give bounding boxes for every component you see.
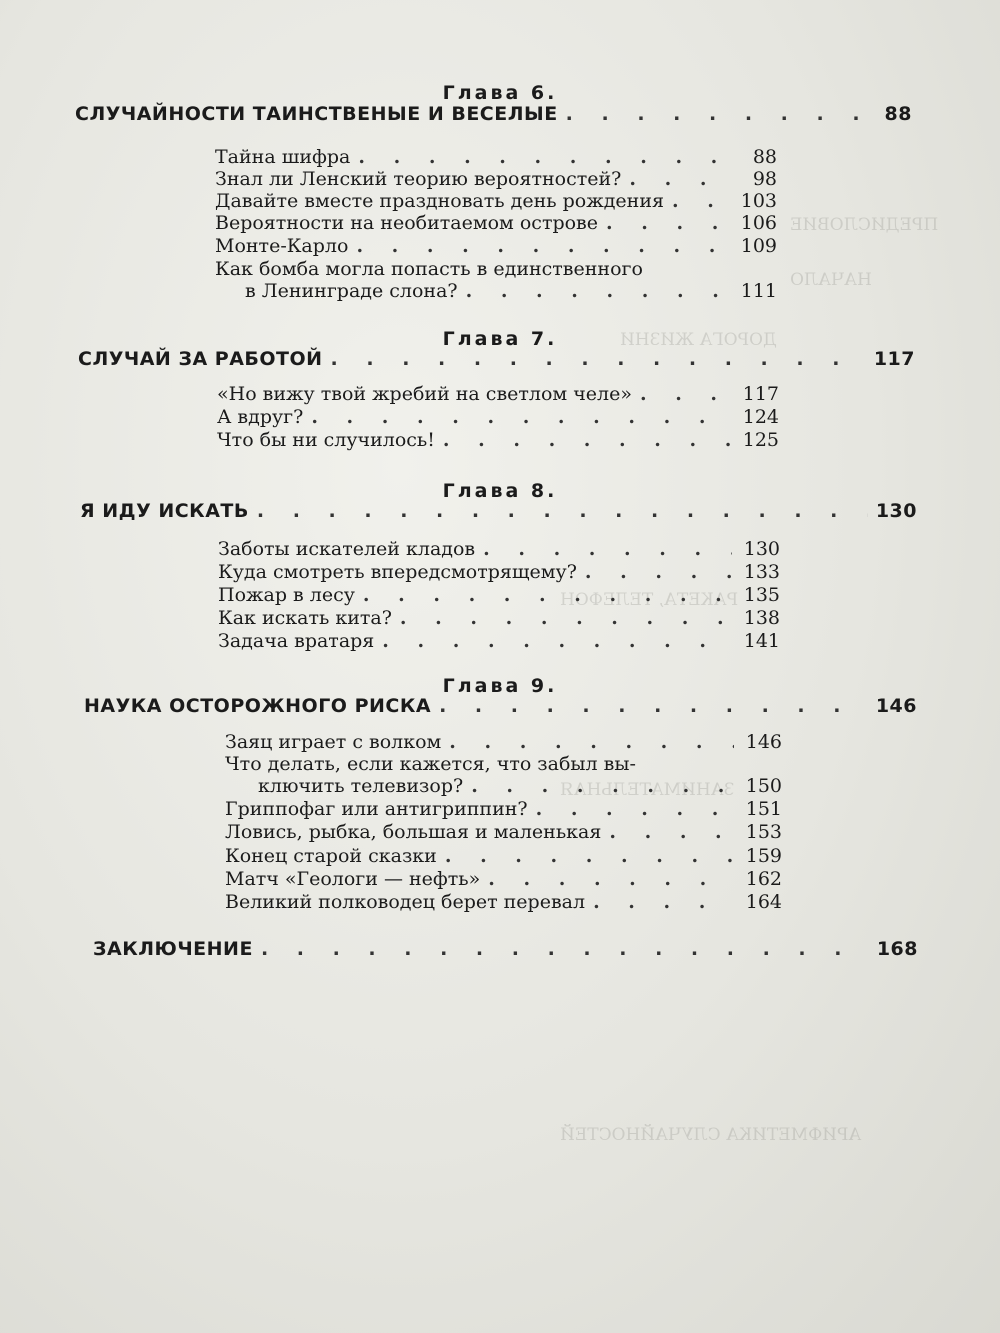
chapter-title: НАУКА ОСТОРОЖНОГО РИСКА: [84, 695, 432, 717]
dot-leader: [382, 630, 732, 652]
dot-leader: [640, 383, 731, 405]
chapter-page-number: 146: [875, 695, 917, 717]
dot-leader: [439, 695, 868, 717]
entry-page-number: 153: [745, 821, 782, 843]
toc-entry: [215, 168, 777, 190]
entry-title: в Ленинграде слона?: [245, 280, 458, 302]
dot-leader: [606, 212, 729, 234]
chapter-heading: [75, 103, 912, 125]
entry-title: ключить телевизор?: [258, 775, 464, 797]
toc-entry: [217, 383, 779, 405]
entry-title: «Но вижу твой жребий на светлом челе»: [217, 383, 632, 405]
dot-leader: [400, 607, 732, 629]
dot-leader: [483, 538, 732, 560]
bleed-through-text: ЗАНИМАТЕЛЬНАЯ: [560, 780, 735, 800]
dot-leader: [257, 500, 868, 522]
entry-page-number: 141: [743, 630, 780, 652]
entry-page-number: 138: [743, 607, 780, 629]
entry-page-number: 130: [743, 538, 780, 560]
bleed-through-text: АРИФМЕТИКА СЛУЧАЙНОСТЕЙ: [560, 1125, 862, 1145]
entry-title: Гриппофаг или антигриппин?: [225, 798, 528, 820]
dot-leader: [311, 406, 731, 428]
dot-leader: [672, 190, 729, 212]
entry-title: Заботы искателей кладов: [218, 538, 476, 560]
entry-title: А вдруг?: [217, 406, 304, 428]
toc-entry: [217, 429, 779, 451]
entry-title-line1: Что делать, если кажется, что забыл вы-: [225, 753, 636, 775]
entry-page-number: 150: [745, 775, 782, 797]
entry-page-number: 135: [743, 584, 780, 606]
toc-entry: [225, 821, 782, 843]
dot-leader: [585, 561, 732, 583]
entry-title: Монте-Карло: [215, 235, 349, 257]
chapter-title: СЛУЧАЙНОСТИ ТАИНСТВЕНЫЕ И ВЕСЕЛЫЕ: [75, 103, 558, 125]
chapter-heading: [84, 695, 917, 717]
entry-page-number: 164: [745, 891, 782, 913]
chapter-page-number: 88: [884, 103, 912, 125]
dot-leader: [445, 845, 734, 867]
entry-page-number: 124: [742, 406, 779, 428]
toc-entry: [217, 406, 779, 428]
dot-leader: [629, 168, 729, 190]
entry-title: Как искать кита?: [218, 607, 392, 629]
dot-leader: [449, 731, 734, 753]
entry-title: Великий полководец берет перевал: [225, 891, 586, 913]
entry-title: Тайна шифра: [215, 146, 351, 168]
entry-page-number: 162: [745, 868, 782, 890]
toc-entry: [225, 868, 782, 890]
conclusion-heading: [93, 938, 918, 960]
toc-entry: [258, 775, 782, 797]
entry-page-number: 103: [740, 190, 777, 212]
dot-leader: [261, 938, 869, 960]
toc-entry: [225, 731, 782, 753]
chapter-label: Глава 6.: [442, 82, 558, 104]
toc-entry: [218, 607, 780, 629]
entry-title: Знал ли Ленский теорию вероятностей?: [215, 168, 622, 190]
bleed-through-text: РАКЕТА, ТЕЛЕФОН: [560, 590, 739, 610]
entry-page-number: 146: [745, 731, 782, 753]
entry-title: Ловись, рыбка, большая и маленькая: [225, 821, 602, 843]
entry-title: Матч «Геологи — нефть»: [225, 868, 481, 890]
toc-entry: [218, 538, 780, 560]
entry-page-number: 133: [743, 561, 780, 583]
toc-entry: [245, 280, 777, 302]
toc-entry: [215, 146, 777, 168]
chapter-heading: [78, 348, 915, 370]
chapter-label: Глава 8.: [442, 480, 558, 502]
dot-leader: [566, 103, 864, 125]
toc-entry: [215, 212, 777, 234]
entry-title: Пожар в лесу: [218, 584, 355, 606]
toc-entry: [215, 190, 777, 212]
toc-entry: [218, 630, 780, 652]
entry-page-number: 98: [752, 168, 777, 190]
chapter-page-number: 130: [875, 500, 917, 522]
toc-entry: [215, 235, 777, 257]
toc-entry: [225, 845, 782, 867]
dot-leader: [593, 891, 734, 913]
entry-title-line1: Как бомба могла попасть в единственного: [215, 258, 643, 280]
dot-leader: [363, 584, 732, 606]
entry-title: Вероятности на необитаемом острове: [215, 212, 598, 234]
entry-page-number: 151: [745, 798, 782, 820]
bleed-through-text: ПРЕДИСЛОВИЕ: [790, 215, 939, 235]
bleed-through-text: ДОРОГА ЖИЗНИ: [620, 330, 777, 350]
dot-leader: [488, 868, 734, 890]
entry-page-number: 109: [740, 235, 777, 257]
entry-page-number: 159: [745, 845, 782, 867]
chapter-label: Глава 9.: [442, 675, 558, 697]
entry-title: Заяц играет с волком: [225, 731, 442, 753]
entry-page-number: 88: [752, 146, 777, 168]
chapter-heading: [80, 500, 917, 522]
chapter-title: Я ИДУ ИСКАТЬ: [80, 500, 249, 522]
toc-entry: [218, 561, 780, 583]
dot-leader: [536, 798, 734, 820]
entry-title: Куда смотреть впередсмотрящему?: [218, 561, 577, 583]
entry-page-number: 111: [740, 280, 777, 302]
entry-page-number: 106: [740, 212, 777, 234]
dot-leader: [471, 775, 734, 797]
dot-leader: [443, 429, 731, 451]
bleed-through-text: НАЧАЛО: [790, 270, 872, 290]
toc-entry: [225, 891, 782, 913]
entry-title: Конец старой сказки: [225, 845, 437, 867]
chapter-page-number: 117: [873, 348, 915, 370]
dot-leader: [466, 280, 729, 302]
entry-title: Задача вратаря: [218, 630, 375, 652]
dot-leader: [356, 235, 729, 257]
chapter-title: СЛУЧАЙ ЗА РАБОТОЙ: [78, 348, 323, 370]
entry-page-number: 117: [742, 383, 779, 405]
entry-page-number: 125: [742, 429, 779, 451]
entry-title: Давайте вместе праздновать день рождения: [215, 190, 664, 212]
dot-leader: [331, 348, 866, 370]
chapter-label: Глава 7.: [442, 328, 558, 350]
conclusion-title: ЗАКЛЮЧЕНИЕ: [93, 938, 253, 960]
entry-title: Что бы ни случилось!: [217, 429, 435, 451]
toc-entry: [225, 798, 782, 820]
conclusion-page-number: 168: [876, 938, 918, 960]
dot-leader: [358, 146, 729, 168]
toc-entry: [218, 584, 780, 606]
dot-leader: [609, 821, 734, 843]
